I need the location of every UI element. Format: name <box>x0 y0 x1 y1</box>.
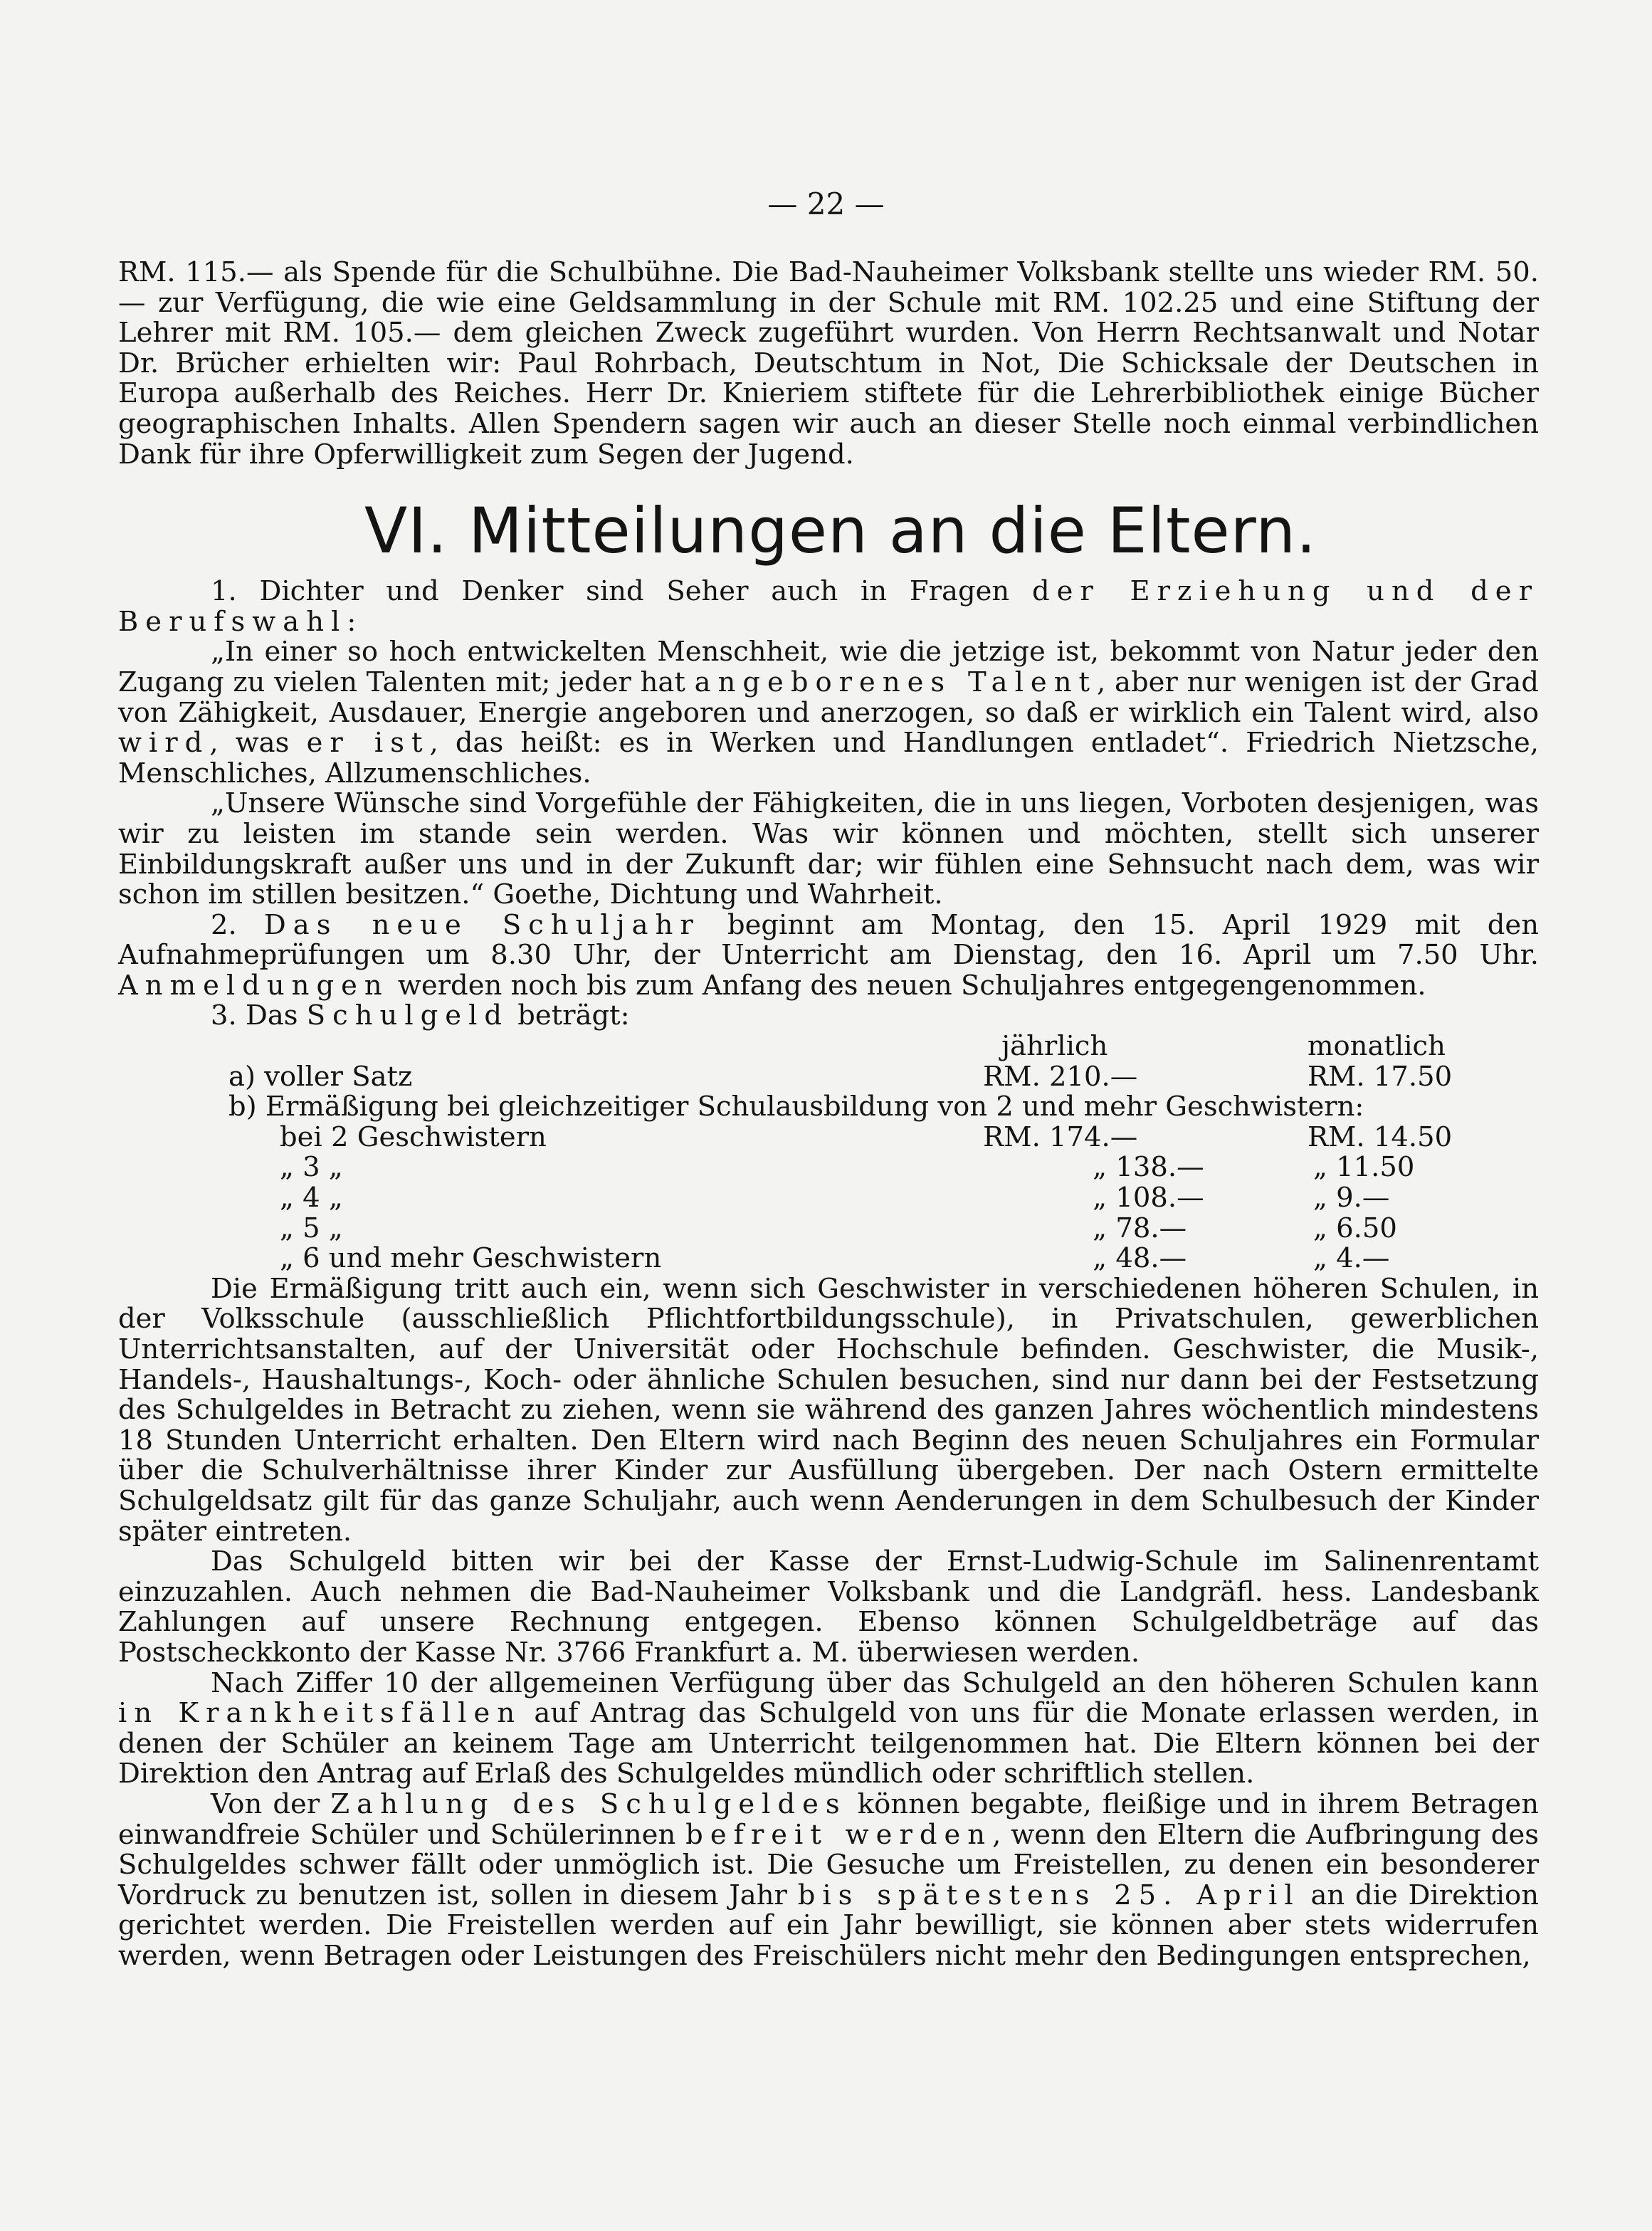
item-2-emphasis: Anmeldungen <box>118 969 389 1002</box>
reduction-paragraph: Die Ermäßigung tritt auch ein, wenn sich Geschwister in verschiedenen höheren Schulen, in der Volksschule (ausschließlich Pflichtfortbildungsschule), in Privatschulen, gewerblichen Unterrichtsanstalten, auf der Universität oder Hochschule befinden. Geschwister, die Musik-, Handels-, Haushaltungs-, Koch- oder ähnliche Schulen besuchen, sind nur dann bei der Festsetzung des Schulgeldes in Betracht zu ziehen, wenn sie während des ganzen Jahres wöchentlich mindestens 18 Stunden Unterricht erhalten. Den Eltern wird nach Beginn des neuen Schuljahres ein Formular über die Schulverhältnisse ihrer Kinder zur Ausfüllung übergeben. Der nach Ostern ermittelte Schulgeldsatz gilt für das ganze Schuljahr, auch wenn Aenderungen in dem Schulbesuch der Kinder später eintreten. <box>118 1272 1539 1548</box>
illness-emphasis: in Krankheitsfällen <box>118 1697 522 1730</box>
exemption-text: , wenn den Eltern die Aufbringung des Schulgeldes schwer fällt oder unmöglich ist. Die Gesuche um Freistellen, zu denen ein besonderer Vordruck zu benutzen ist, sollen in diesem Jahr <box>118 1818 1539 1911</box>
fee-row <box>118 1153 1539 1183</box>
item-1-emphasis: der Erziehung und der Berufswahl <box>118 575 1539 638</box>
exemption-emphasis: Zahlung des Schulgeldes <box>330 1788 847 1820</box>
col-yearly-header: jährlich <box>1001 1030 1108 1063</box>
quote-emphasis: er ist <box>306 727 430 760</box>
fee-monthly: RM. 17.50 <box>1307 1060 1453 1093</box>
fee-label: „ 4 „ <box>280 1182 343 1214</box>
fee-yearly: RM. 210.— <box>983 1060 1138 1093</box>
payment-paragraph: Das Schulgeld bitten wir bei der Kasse der Ernst-Ludwig-Schule im Salinenrentamt einzuzahlen. Auch nehmen die Bad-Nauheimer Volksbank und die Landgräfl. hess. Landesbank Zahlungen auf unsere Rechnung entgegen. Ebenso können Schulgeldbeträge auf das Postscheckkonto der Kasse Nr. 3766 Frankfurt a. M. überwiesen werden. <box>118 1545 1539 1669</box>
fee-label: a) voller Satz <box>228 1060 413 1093</box>
illness-paragraph <box>118 1666 1539 1790</box>
nietzsche-quote <box>118 637 1539 789</box>
fee-yearly: „ 138.— <box>1093 1151 1204 1184</box>
section-heading: VI. Mitteilungen an die Eltern. <box>364 494 1317 568</box>
item-3-text: beträgt: <box>509 999 630 1032</box>
quote-text: , was <box>209 727 307 760</box>
fee-row <box>118 1214 1539 1244</box>
fee-yearly: RM. 174.— <box>983 1120 1138 1153</box>
fee-row <box>118 1244 1539 1274</box>
exemption-emphasis: bis spätestens 25. April <box>797 1879 1300 1911</box>
fee-label: „ 6 und mehr Geschwistern <box>280 1242 662 1275</box>
quote-text: „In einer so hoch entwickelten Menschheit, wie die jetzige ist, bekommt von Natur jeder den Zugang zu vielen Talenten mit; jeder hat <box>118 636 1539 698</box>
item-2-text: beginnt am Montag, den 15. April 1929 mit den Aufnahmeprüfungen um 8.30 Uhr, der Unterricht am Dienstag, den 16. April um 7.50 Uhr. <box>118 908 1540 972</box>
fee-yearly: „ 108.— <box>1093 1182 1204 1214</box>
fee-label: „ 5 „ <box>280 1212 343 1244</box>
fee-reduction-label: b) Ermäßigung bei gleichzeitiger Schulausbildung von 2 und mehr Geschwistern: <box>228 1091 1364 1123</box>
col-monthly-header: monatlich <box>1307 1030 1446 1063</box>
fee-monthly: „ 6.50 <box>1312 1212 1397 1244</box>
quote-emphasis: angeborenes Talent <box>694 666 1097 698</box>
fee-yearly: „ 48.— <box>1093 1242 1187 1275</box>
item-1-intro <box>118 577 1539 637</box>
fee-header-row <box>118 1031 1539 1062</box>
fee-monthly: „ 9.— <box>1312 1182 1390 1214</box>
exemption-text: an die Direktion gerichtet werden. Die Freistellen werden auf ein Jahr bewilligt, sie können aber stets widerrufen werden, wenn Betragen oder Leistungen des Freischülers nicht mehr den Bedingungen entsprechen, <box>118 1879 1539 1972</box>
exemption-text: können begabte, fleißige und in ihrem Betragen einwandfreie Schüler und Schülerinnen <box>118 1788 1539 1851</box>
item-2-school-year <box>118 910 1539 1002</box>
fee-table <box>118 1031 1539 1274</box>
item-3-text: 3. Das <box>211 999 307 1032</box>
fee-row <box>118 1183 1539 1214</box>
fee-row-reduction-title <box>118 1092 1539 1123</box>
fee-monthly: RM. 14.50 <box>1307 1120 1453 1153</box>
item-3-fees-intro <box>118 1001 1539 1031</box>
fee-monthly: „ 4.— <box>1312 1242 1390 1275</box>
fee-label: „ 3 „ <box>280 1151 343 1184</box>
exemption-text: Von der <box>211 1788 331 1820</box>
item-1-lead: 1. Dichter und Denker sind Seher auch in Fragen <box>211 575 1032 608</box>
goethe-quote: „Unsere Wünsche sind Vorgefühle der Fähigkeiten, die in uns liegen, Vorboten desjenigen, was wir zu leisten im stande sein werden. Was wir können und möchten, stellt sich unserer Einbildungskraft außer uns und in der Zukunft dar; wir fühlen eine Sehnsucht nach dem, was wir schon im stillen besitzen.“ Goethe, Dichtung und Wahrheit. <box>118 787 1539 911</box>
fee-row-full <box>118 1062 1539 1093</box>
item-1-tail: : <box>347 605 357 638</box>
item-2-emphasis: Das neue Schuljahr <box>263 908 700 941</box>
fee-yearly: „ 78.— <box>1093 1212 1187 1244</box>
quote-text: , aber nur wenigen ist der Grad von Zähigkeit, Ausdauer, Energie angeboren und anerzogen, so daß er wirklich ein Talent wird, also <box>118 666 1540 729</box>
page-body <box>118 258 1539 1971</box>
quote-emphasis: wird <box>118 727 210 760</box>
illness-text: auf Antrag das Schulgeld von uns für die Monate erlassen werden, in denen der Schüler an keinem Tage am Unterricht teilgenommen hat. Die Eltern können bei der Direktion den Antrag auf Erlaß des Schulgeldes mündlich oder schriftlich stellen. <box>118 1697 1539 1790</box>
exemption-paragraph <box>118 1790 1539 1972</box>
fee-monthly: „ 11.50 <box>1312 1151 1415 1184</box>
exemption-emphasis: befreit werden <box>685 1818 993 1851</box>
fee-label: bei 2 Geschwistern <box>280 1120 547 1153</box>
donations-paragraph: RM. 115.— als Spende für die Schulbühne. Die Bad-Nauheimer Volksbank stellte uns wieder RM. 50.— zur Verfügung, die wie eine Geldsammlung in der Schule mit RM. 102.25 und eine Stiftung der Lehrer mit RM. 105.— dem gleichen Zweck zugeführt wurden. Von Herrn Rechtsanwalt und Notar Dr. Brücher erhielten wir: Paul Rohrbach, Deutschtum in Not, Die Schicksale der Deutschen in Europa außerhalb des Reiches. Herr Dr. Knieriem stiftete für die Lehrerbibliothek einige Bücher geographischen Inhalts. Allen Spendern sagen wir auch an dieser Stelle noch einmal verbindlichen Dank für ihre Opferwilligkeit zum Segen der Jugend. <box>118 256 1539 471</box>
item-2-text: 2. <box>211 908 264 941</box>
quote-text: , das heißt: es in Werken und Handlungen entladet“. Friedrich Nietzsche, Menschliches, Allzumenschliches. <box>118 727 1540 789</box>
illness-text: Nach Ziffer 10 der allgemeinen Verfügung über das Schulgeld an den höheren Schulen kann <box>211 1666 1539 1699</box>
page-number: — 22 — <box>767 187 885 221</box>
item-3-emphasis: Schulgeld <box>306 999 510 1032</box>
fee-row <box>118 1123 1539 1153</box>
item-2-text: werden noch bis zum Anfang des neuen Schuljahres entgegengenommen. <box>389 969 1426 1002</box>
